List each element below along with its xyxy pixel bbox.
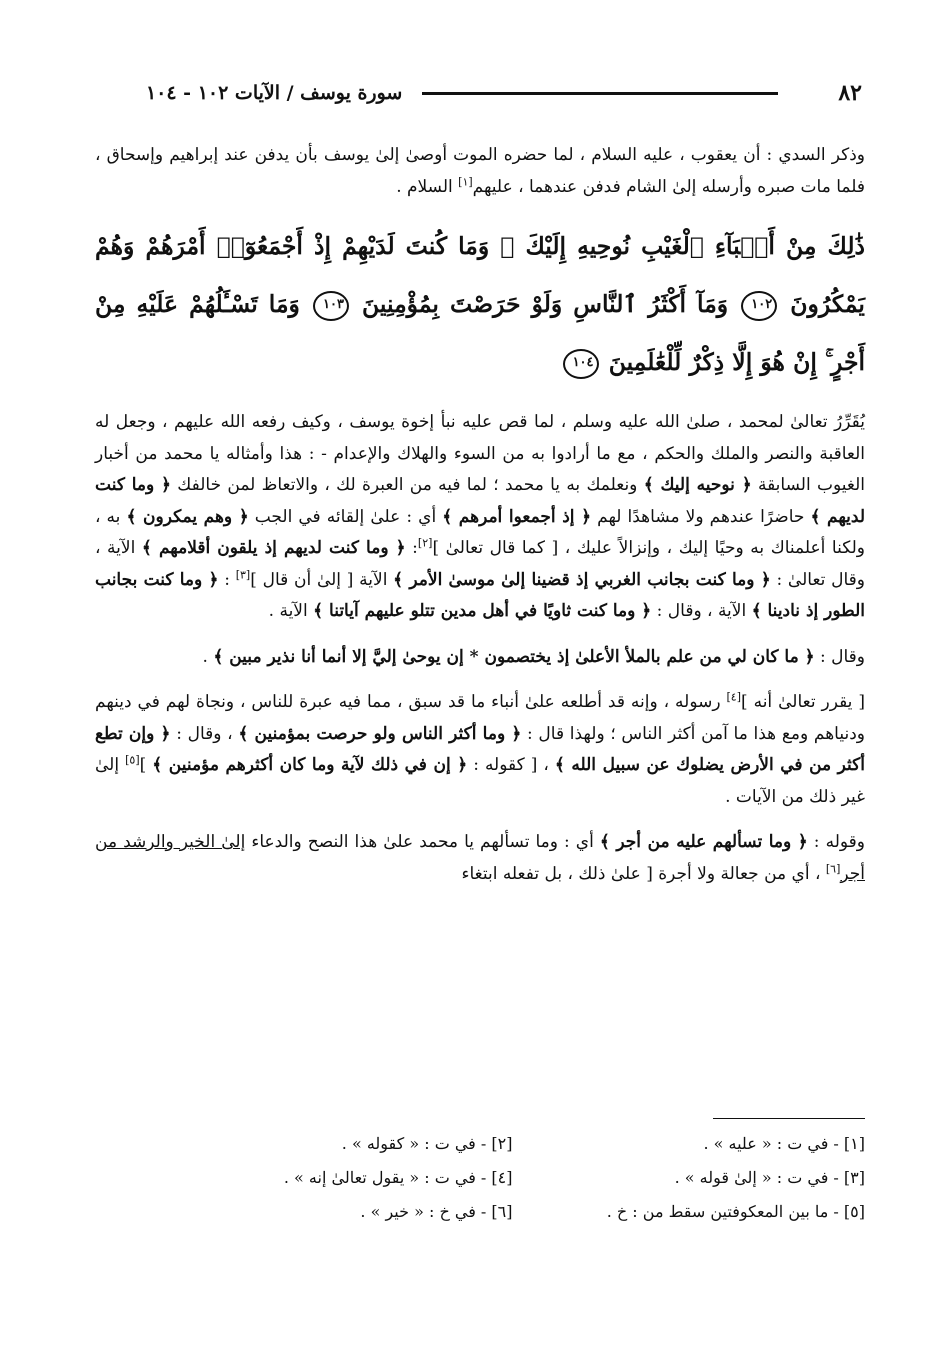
underlined-run: إلىٰ الخير والرشد من أجر — [95, 832, 865, 884]
text-run: وقال : — [814, 646, 865, 667]
ayah-marker-104: ١٠٤ — [563, 349, 599, 379]
text-run: أي : وما تسألهم يا محمد علىٰ هذا النصح والدعاء — [245, 832, 600, 852]
ayah-marker-103: ١٠٣ — [313, 291, 349, 321]
commentary-paragraph-4 — [95, 827, 865, 890]
footnote-ref-2: [٢] — [417, 536, 433, 550]
text-run: : — [218, 569, 236, 590]
text-run: ، وقال : — [170, 723, 239, 744]
text-run: الآية . — [268, 601, 314, 621]
quote-run: ﴿ وما كنت بجانب الطور إذ نادينا ﴾ — [95, 569, 865, 621]
quote-run: ﴿ وما كنت لديهم إذ يلقون أقلامهم ﴾ — [141, 538, 406, 558]
footnote-1: [١] - في ت : « عليه » . — [703, 1134, 865, 1153]
footnote-3: [٣] - في ت : « إلىٰ قوله » . — [674, 1168, 865, 1187]
ayah-marker-102: ١٠٢ — [741, 291, 777, 321]
footnote-separator — [713, 1118, 865, 1119]
footnote-6: [٦] - في خ : « خير » . — [360, 1202, 513, 1221]
quote-run: ﴿ وما كنت لديهم ﴾ — [95, 475, 866, 527]
footnotes — [160, 1130, 865, 1226]
commentary-paragraph-3 — [95, 687, 865, 813]
quote-run: ﴿ وما أكثر الناس ولو حرصت بمؤمنين ﴾ — [238, 723, 522, 744]
page-header — [96, 78, 862, 108]
text-run: : — [405, 538, 418, 558]
text-run: . — [202, 646, 214, 667]
quote-run: ﴿ وما تسألهم عليه من أجر ﴾ — [599, 832, 808, 852]
page-number: ٨٢ — [838, 80, 862, 106]
quran-verses — [95, 217, 865, 391]
commentary-paragraph-1 — [95, 407, 865, 628]
quote-run: ﴿ ما كان لي من علم بالملأ الأعلىٰ إذ يختصمون * إن يوحىٰ إليَّ إلا أنما أنا نذير مبين ﴾ — [213, 646, 815, 667]
text-run: به ، ولكنا أعلمناك به وحيًا إليك ، وإنزالاً عليك ، [ كما قال تعالىٰ ] — [95, 506, 865, 558]
footnote-ref-1: [١] — [458, 174, 473, 188]
text-run: حاضرًا عندهم ولا مشاهدًا لهم — [591, 506, 811, 527]
text-run: ] — [139, 755, 153, 775]
footnote-ref-3: [٣] — [235, 567, 251, 581]
footnote-ref-4: [٤] — [726, 690, 742, 704]
commentary-paragraph-2 — [95, 642, 865, 674]
text-run: الآية ، وقال : — [651, 601, 752, 621]
quote-run: ﴿ وما كنت ثاويًا في أهل مدين تتلو عليهم آياتنا ﴾ — [313, 601, 652, 621]
verse-104: وَمَا تَسْـَٔلُهُمْ عَلَيْهِ مِنْ أَجْرٍ ۚ إِنْ هُوَ إِلَّا ذِكْرٌ لِّلْعَٰلَمِينَ — [95, 290, 865, 376]
quote-run: ﴿ وهم يمكرون ﴾ — [126, 506, 249, 527]
intro-text: وذكر السدي : أن يعقوب ، عليه السلام ، لما حضره الموت أوصىٰ إلىٰ يوسف بأن يدفن عند إبراهيم وإسحاق ، فلما مات صبره وأرسله إلىٰ الشام فدفن عندهما ، عليهم — [95, 145, 865, 197]
text-run: [ يقرر تعالىٰ أنه ] — [741, 692, 865, 712]
text-run: الآية [ إلىٰ أن قال ] — [250, 569, 394, 590]
intro-paragraph — [95, 140, 865, 203]
quote-run: ﴿ إذ أجمعوا أمرهم ﴾ — [442, 506, 592, 527]
quote-run: ﴿ إن في ذلك لآية وما كان أكثرهم مؤمنين ﴾ — [152, 755, 468, 775]
text-run: وقوله : — [807, 832, 865, 852]
footnote-ref-6: [٦] — [825, 861, 841, 875]
text-run: الآية ، وقال تعالىٰ : — [95, 538, 865, 590]
verse-102: ذَٰلِكَ مِنْ أَنۢبَآءِ ٱلْغَيْبِ نُوحِيهِ إِلَيْكَ ۖ وَمَا كُنتَ لَدَيْهِمْ إِذْ أَجْمَعُوٓا۟ أَمْرَهُمْ وَهُمْ يَمْكُرُونَ — [95, 232, 865, 318]
footnote-ref-5: [٥] — [125, 753, 140, 767]
quote-run: ﴿ وما كنت بجانب الغربي إذ قضينا إلىٰ موسىٰ الأمر ﴾ — [393, 569, 771, 590]
text-run: يُقَرِّرُ تعالىٰ لمحمد ، صلىٰ الله عليه وسلم ، لما قص عليه نبأ إخوة يوسف ، وكيف رفعه الله عليهم ، وجعل له العاقبة والنصر والملك والحكم ، مع ما أرادوا به من السوء والهلاك والإعدام - : هذا وأمثاله يا محمد من أخبار الغيوب السابقة — [95, 412, 865, 495]
verse-103: وَمَآ أَكْثَرُ ٱلنَّاسِ وَلَوْ حَرَصْتَ بِمُؤْمِنِينَ — [362, 290, 729, 318]
quote-run: ﴿ نوحيه إليك ﴾ — [643, 475, 752, 495]
text-run: ونعلمك به يا محمد ؛ لما فيه من العبرة لك ، والاتعاظ لمن خالفك — [171, 475, 644, 495]
text-run: رسوله ، وإنه قد أطلعه علىٰ أنباء ما قد سبق ، مما فيه عبرة للناس ، ونجاة لهم في دينهم ودنياهم ومع هذا ما آمن أكثر الناس ؛ ولهذا قال : — [95, 692, 865, 744]
text-run: ، أي من جعالة ولا أجرة [ علىٰ ذلك ، بل تفعله ابتغاء — [461, 863, 826, 884]
quote-run: ﴿ وإن تطع أكثر من في الأرض يضلوك عن سبيل الله ﴾ — [95, 723, 865, 775]
text-run: ، [ كقوله : — [467, 755, 555, 775]
header-title: سورة يوسف / الآيات ١٠٢ - ١٠٤ — [145, 82, 403, 104]
footnote-4: [٤] - في ت : « يقول تعالىٰ إنه » . — [283, 1168, 513, 1187]
footnote-2: [٢] - في ت : « كقوله » . — [341, 1134, 513, 1153]
intro-text-end: السلام . — [396, 176, 459, 197]
page-body — [95, 140, 865, 904]
header-rule — [422, 92, 778, 95]
footnote-5: [٥] - ما بين المعكوفتين سقط من : خ . — [606, 1202, 865, 1221]
text-run: إلىٰ غير ذلك من الآيات . — [95, 755, 865, 807]
text-run: أي : علىٰ إلقائه في الجب — [248, 506, 443, 527]
